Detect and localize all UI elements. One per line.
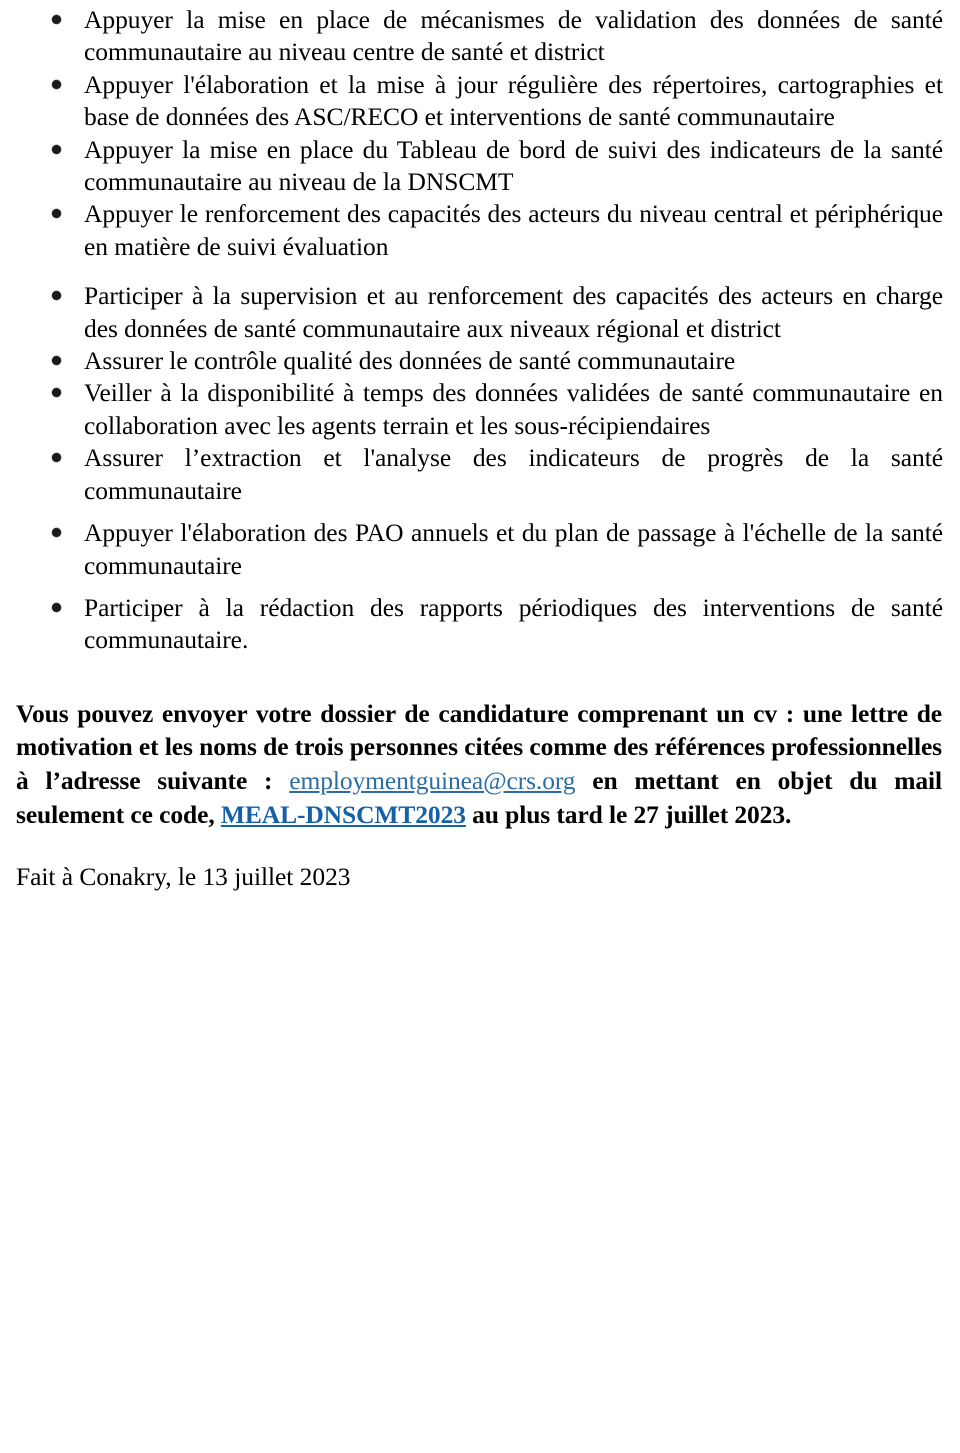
list-item xyxy=(16,517,943,582)
bullet-point-icon xyxy=(52,80,61,89)
list-item xyxy=(16,134,943,199)
bullet-point-icon xyxy=(52,388,61,397)
list-item xyxy=(16,442,943,507)
list-item xyxy=(16,345,943,377)
bullet-point-icon xyxy=(52,145,61,154)
application-text-part-3: au plus tard le 27 juillet 2023. xyxy=(465,799,792,829)
list-item xyxy=(16,4,943,69)
application-text-part-1: Vous pouvez envoyer votre dossier de candidature comprenant un cv : une lettre de motivation et les noms de trois personnes citées comme des références professionnelles à l’adresse suivante : xyxy=(16,698,942,795)
application-code-link[interactable]: MEAL-DNSCMT2023 xyxy=(220,799,466,829)
application-text-part-2: en mettant en objet du mail seulement ce code, xyxy=(16,765,942,829)
list-item-text: Assurer l’extraction et l'analyse des indicateurs de progrès de la santé communautaire xyxy=(84,443,943,505)
bullet-point-icon xyxy=(52,291,61,300)
application-instructions-paragraph xyxy=(16,697,943,831)
list-item-text: Participer à la rédaction des rapports périodiques des interventions de santé communautaire. xyxy=(84,592,943,655)
bullet-point-icon xyxy=(52,603,61,612)
page-blank-area xyxy=(16,893,943,1453)
list-item-text: Appuyer la mise en place de mécanismes de validation des données de santé communautaire au niveau centre de santé et district xyxy=(84,5,943,67)
list-item-text: Veiller à la disponibilité à temps des données validées de santé communautaire en collaboration avec les agents terrain et les sous-récipiendaires xyxy=(84,378,943,440)
list-item-text: Appuyer la mise en place du Tableau de bord de suivi des indicateurs de la santé communautaire au niveau de la DNSCMT xyxy=(84,134,943,197)
bullet-point-icon xyxy=(52,528,61,537)
bullet-point-icon xyxy=(52,356,61,365)
list-item-text: Appuyer le renforcement des capacités des acteurs du niveau central et périphérique en matière de suivi évaluation xyxy=(84,199,943,261)
closing-place-and-date: Fait à Conakry, le 13 juillet 2023 xyxy=(16,862,351,892)
list-item xyxy=(16,592,943,657)
responsibilities-list xyxy=(16,4,943,657)
list-item xyxy=(16,69,943,134)
list-item-text: Appuyer l'élaboration des PAO annuels et du plan de passage à l'échelle de la santé communautaire xyxy=(84,518,943,580)
bullet-point-icon xyxy=(52,209,61,218)
bullet-point-icon xyxy=(52,15,61,24)
application-email-link[interactable]: employmentguinea@crs.org xyxy=(289,765,576,795)
list-item xyxy=(16,198,943,263)
bullet-point-icon xyxy=(52,453,61,462)
list-item xyxy=(16,280,943,345)
list-item-text: Appuyer l'élaboration et la mise à jour régulière des répertoires, cartographies et base de données des ASC/RECO et interventions de santé communautaire xyxy=(84,69,943,132)
list-item-text: Participer à la supervision et au renforcement des capacités des acteurs en charge des données de santé communautaire aux niveaux régional et district xyxy=(84,281,943,343)
list-item-text: Assurer le contrôle qualité des données de santé communautaire xyxy=(84,346,736,376)
list-item xyxy=(16,377,943,442)
